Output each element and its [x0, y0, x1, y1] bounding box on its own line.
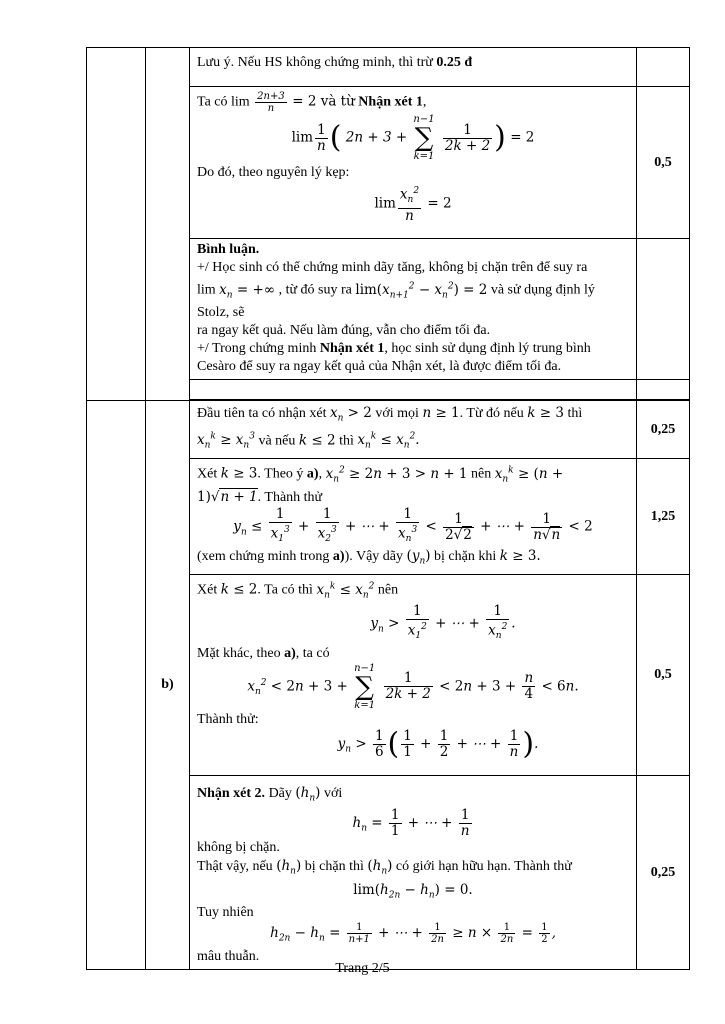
b-r3-t2: . Ta có thì	[257, 582, 313, 598]
b-r4-score: 0,25	[650, 864, 676, 880]
yn-lower-bound-2: $y_n$ > $\frac{1}{6}$ ( $\frac{1}{1}$ + $\frac{1}{2}$ + ⋯ + $\frac{1}{n}$ ).	[337, 726, 539, 761]
b-r1-t3: . Từ đó nếu	[459, 406, 524, 422]
left-column-cell	[87, 48, 146, 401]
b-r2-ref: a)	[306, 466, 319, 482]
b-r1-score-cell	[637, 401, 690, 459]
hn-difference-equation: $h_{2n} - h_n$ = $\frac{1}{n+1}$ + ⋯ + $\frac{1}{2n}$ ≥ n × $\frac{1}{2n}$ = $\frac{1}{2}$ ,	[270, 922, 556, 946]
comment-p1b-a: lim	[197, 282, 216, 298]
proof-score: 0,5	[654, 154, 672, 170]
note-row	[87, 48, 690, 87]
b-r3-t5: , ta có	[295, 645, 330, 661]
note-score-cell	[637, 48, 690, 87]
page-footer: Trang 2/5	[335, 961, 390, 976]
b-r2-score-cell	[637, 459, 690, 575]
b-r4-t4: Thật vậy, nếu	[197, 858, 273, 874]
limit-sum-equation: lim $\frac{1}{n}$ ( 2n + 3 + n−1 ∑ k=1 $\frac{1}{2k + 2}$ ) = 2	[291, 114, 535, 162]
b-r2-t7: bị chặn khi	[434, 549, 497, 565]
comment-p2a-ref: Nhận xét 1	[319, 341, 385, 357]
left-column-cell-b	[87, 401, 146, 970]
part-b-label: b)	[161, 677, 174, 693]
separator-cell	[190, 380, 637, 400]
b-r3-t3: nên	[377, 582, 399, 598]
b-r4-t2: với	[323, 786, 343, 802]
b-r2-t3: nên	[471, 466, 492, 482]
b-r4-t5: bị chặn thì	[304, 858, 364, 874]
separator-score-cell	[637, 380, 690, 400]
b-r3-t6: Thành thử:	[197, 711, 259, 727]
proof-score-cell	[637, 87, 690, 239]
proof-line1-c: ,	[422, 94, 427, 110]
b-r3-t1: Xét	[197, 582, 218, 598]
comment-score-cell	[637, 239, 690, 380]
note-deduction: 0.25 đ	[436, 55, 473, 70]
b-r1-t4: thì	[567, 406, 583, 422]
proof-ref: Nhận xét 1	[358, 94, 423, 110]
hn-limit-equation: $\lim(h_{2n} - h_n) = 0$.	[353, 881, 473, 901]
b-r4-title: Nhận xét 2.	[197, 786, 266, 802]
part-label-cell	[146, 48, 190, 401]
comment-p2b: Cesàro để suy ra ngay kết quả của Nhận xét, là được điểm tối đa.	[197, 359, 562, 375]
b-r1-t1: Đầu tiên ta có nhận xét	[197, 406, 327, 422]
b-r1-t6: thì	[339, 433, 354, 449]
b-r1-t5: và nếu	[258, 433, 296, 449]
b-r3-ref: a)	[284, 645, 296, 661]
part-b-label-cell	[146, 401, 190, 970]
proof-cell	[190, 87, 637, 239]
b-r2-t1: Xét	[197, 466, 218, 482]
comment-p2a-pre: +/ Trong chứng minh	[197, 341, 320, 357]
part-b-row-1	[87, 401, 690, 459]
proof-line1-a: Ta có lim	[197, 94, 250, 110]
note-cell	[190, 48, 637, 87]
b-r4-t6: có giới hạn hữu hạn. Thành thử	[395, 858, 572, 874]
b-r2-t5: (xem chứng minh trong	[197, 549, 330, 565]
b-r3-score-cell	[637, 575, 690, 776]
comment-p2a-post: , học sinh sử dụng định lý trung bình	[384, 341, 591, 357]
note-text: Lưu ý. Nếu HS không chứng minh, thì trừ	[197, 55, 437, 70]
yn-lower-bound-1: $y_n$ > $\frac{1}{x_1^2}$ + ⋯ + $\frac{1}{x_n^2}$ .	[197, 604, 629, 644]
comment-p1c: ra ngay kết quả. Nếu làm đúng, vẫn cho điểm tối đa.	[197, 323, 491, 339]
comment-p1b-c: và sử dụng định lý Stolz, sẽ	[197, 282, 595, 321]
yn-upper-bound-equation: $y_n$ ≤ $\frac{1}{x_1^3}$ + $\frac{1}{x_2^3}$ + ⋯ + $\frac{1}{x_n^3}$ < $\frac{1}{2√2}$ + ⋯ + $\frac{1}{n√n}$ < 2	[197, 507, 629, 547]
b-r2-t4: . Thành thử	[257, 490, 323, 506]
b-r4-score-cell	[637, 776, 690, 970]
hn-definition: $h_n$ = $\frac{1}{1}$ + ⋯ + $\frac{1}{n}$	[352, 806, 470, 839]
solution-table	[86, 47, 690, 970]
part-b-r1-cell: Đầu tiên ta có nhận xét $x_n > 2$ với mọi n ≥ 1. Từ đó nếu k ≥ 3 thì $x_n^k \ge x_n^3$ và nếu k ≤ 2 thì $x_n^k \le x_n^2$.	[190, 401, 637, 459]
b-r3-t4: Mặt khác, theo	[197, 645, 281, 661]
comment-cell: Bình luận. +/ Học sinh có thể chứng minh dãy tăng, không bị chặn trên để suy ra $\lim x_n$ = +∞ , từ đó suy ra $\lim(x_{n+1}^2 - x_n^2) = 2$ và sử dụng định lý Stolz, sẽ ra ngay kết quả. Nếu làm đúng, vẫn cho điểm tối đa. +/ Trong chứng minh Nhận xét 1, học sinh sử dụng định lý trung bình Cesàro để suy ra ngay kết quả của Nhận xét, là được điểm tối đa.	[190, 239, 637, 380]
part-b-r2-cell: Xét k ≥ 3. Theo ý a), $x_n^2 \ge 2n + 3 > n + 1$ nên $x_n^k \ge (n$ + 1)√n + 1. Thành thử $y_n$ ≤ $\frac{1}{x_1^3}$ + $\frac{1}{x_2^3}$ + ⋯ + $\frac{1}{x_n^3}$ < $\frac{1}{2√2}$ + ⋯ + $\frac{1}{n√n}$ < 2 (xem chứng minh trong a)). Vậy dãy $(y_n)$ bị chặn khi k ≥ 3.	[190, 459, 637, 575]
b-r3-score: 0,5	[654, 667, 672, 683]
b-r4-t3: không bị chặn.	[197, 839, 280, 855]
part-b-r4-cell: Nhận xét 2. Dãy $(h_n)$ với $h_n$ = $\frac{1}{1}$ + ⋯ + $\frac{1}{n}$ không bị chặn. Thật vậy, nếu $(h_n)$ bị chặn thì $(h_n)$ có giới hạn hữu hạn. Thành thử $\lim(h_{2n} - h_n) = 0$. Tuy nhiên $h_{2n} - h_n$ = $\frac{1}{n+1}$ + ⋯ + $\frac{1}{2n}$ ≥ n × $\frac{1}{2n}$ = $\frac{1}{2}$ , mâu thuẫn.	[190, 776, 637, 970]
part-b-r3-cell: Xét k ≤ 2. Ta có thì $x_n^k \le x_n^2$ nên $y_n$ > $\frac{1}{x_1^2}$ + ⋯ + $\frac{1}{x_n^2}$ . Mặt khác, theo a), ta có $x_n^2 < 2n + 3$ + n−1 ∑ k=1 $\frac{1}{2k + 2}$ < 2n + 3 + $\frac{n}{4}$ < 6n. Thành thử: $y_n$ > $\frac{1}{6}$ ( $\frac{1}{1}$ + $\frac{1}{2}$ + ⋯ + $\frac{1}{n}$ ).	[190, 575, 637, 776]
b-r2-score: 1,25	[650, 508, 676, 524]
proof-line2: Do đó, theo nguyên lý kẹp:	[197, 165, 350, 180]
b-r4-t7: Tuy nhiên	[197, 905, 254, 921]
proof-line1-b: = 2 và từ	[292, 93, 355, 110]
b-r2-t6: ). Vậy dãy	[344, 549, 404, 565]
b-r2-t2: . Theo ý	[257, 466, 304, 482]
comment-p1b-b: , từ đó suy ra	[278, 282, 352, 298]
b-r1-t2: với mọi	[375, 406, 419, 422]
b-r4-t1: Dãy	[268, 786, 292, 802]
comment-p1a: +/ Học sinh có thể chứng minh dãy tăng, không bị chặn trên để suy ra	[197, 260, 588, 275]
b-r1-score: 0,25	[650, 421, 676, 437]
limit-squeeze-equation: lim $\frac{x_n^2}{n}$ = 2	[374, 186, 452, 225]
b-r4-t8: mâu thuẫn.	[197, 948, 260, 964]
comment-title: Bình luận.	[197, 242, 260, 257]
fraction-2n3-over-n: $\frac{2n+3}{n}$	[257, 91, 285, 114]
xn-square-bound-equation: $x_n^2 < 2n + 3$ + n−1 ∑ k=1 $\frac{1}{2k + 2}$ < 2n + 3 + $\frac{n}{4}$ < 6n.	[247, 662, 579, 711]
